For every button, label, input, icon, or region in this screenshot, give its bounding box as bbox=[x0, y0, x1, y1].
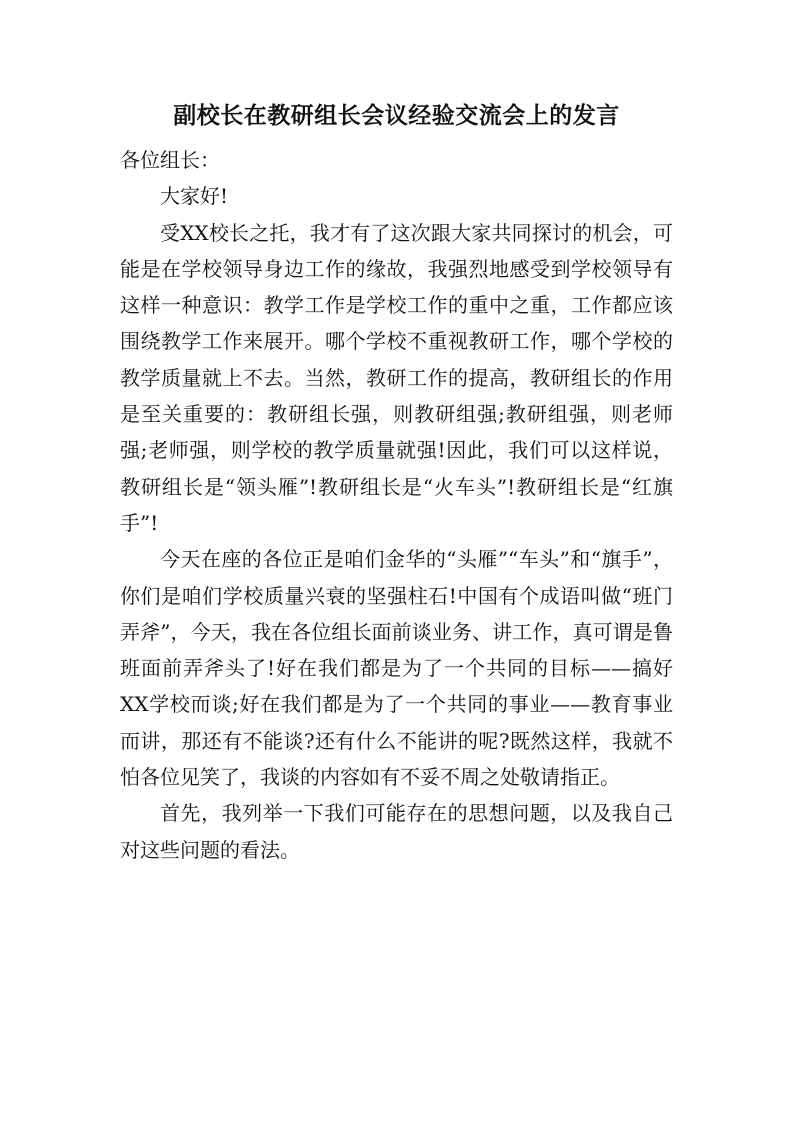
paragraph-greeting: 大家好! bbox=[160, 184, 229, 209]
paragraph-2: 今天在座的各位正是咱们金华的“头雁”“车头”和“旗手”，你们是咱们学校质量兴衰的坚强柱石!中国有个成语叫做“班门弄斧”，今天，我在各位组长面前谈业务、讲工作，真可谓是鲁班面前弄斧头了!好在我们都是为了一个共同的目标——搞好XX学校而谈;好在我们都是为了一个共同的事业——教育事业而讲，那还有不能谈?还有什么不能讲的呢?既然这样，我就不怕各位见笑了，我谈的内容如有不妥不周之处敬请指正。 bbox=[120, 547, 673, 790]
paragraph-3: 首先，我列举一下我们可能存在的思想问题，以及我自己对这些问题的看法。 bbox=[120, 801, 673, 862]
salutation: 各位组长： bbox=[120, 148, 220, 172]
document-title: 副校长在教研组长会议经验交流会上的发言 bbox=[173, 102, 620, 129]
paragraph-1: 受XX校长之托，我才有了这次跟大家共同探讨的机会，可能是在学校领导身边工作的缘故，我强烈地感受到学校领导有这样一种意识：教学工作是学校工作的重中之重，工作都应该围绕教学工作来展开。哪个学校不重视教研工作，哪个学校的教学质量就上不去。当然，教研工作的提高，教研组长的作用是至关重要的：教研组长强，则教研组强;教研组强，则老师强;老师强，则学校的教学质量就强!因此，我们可以这样说，教研组长是“领头雁”!教研组长是“火车头”!教研组长是“红旗手”! bbox=[120, 220, 673, 535]
document-body bbox=[120, 142, 673, 868]
